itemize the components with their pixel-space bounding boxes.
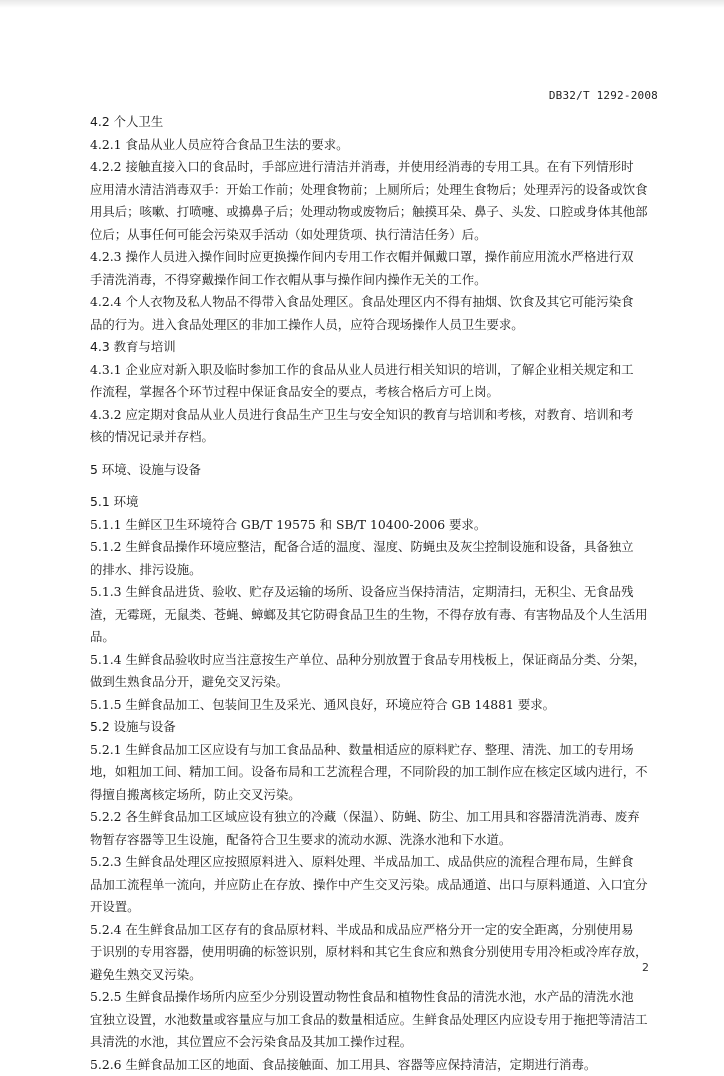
clause-line: 手清洗消毒，不得穿戴操作间工作衣帽从事与操作间内操作无关的工作。 xyxy=(90,269,660,292)
clause-line: 5.2.5 生鲜食品操作场所内应至少分别设置动物性食品和植物性食品的清洗水池，水产品的清洗水池 xyxy=(90,986,660,1009)
clause-line: 4.3.2 应定期对食品从业人员进行食品生产卫生与安全知识的教育与培训和考核，对教育、培训和考 xyxy=(90,404,660,427)
clause-line: 的排水、排污设施。 xyxy=(90,559,660,582)
clause-line: 4.2.3 操作人员进入操作间时应更换操作间内专用工作衣帽并佩戴口罩，操作前应用流水严格进行双 xyxy=(90,246,660,269)
clause-line: 5.1.5 生鲜食品加工、包装间卫生及采光、通风良好，环境应符合 GB 14881 要求。 xyxy=(90,694,660,717)
clause-line: 5.2.4 在生鲜食品加工区存有的食品原材料、半成品和成品应严格分开一定的安全距离，分别使用易 xyxy=(90,919,660,942)
clause-line: 物暂存容器等卫生设施，配备符合卫生要求的流动水源、洗涤水池和下水道。 xyxy=(90,829,660,852)
clause-line: 得擅自搬离核定场所，防止交叉污染。 xyxy=(90,784,660,807)
clause-line: 作流程，掌握各个环节过程中保证食品安全的要点，考核合格后方可上岗。 xyxy=(90,381,660,404)
clause-line: 5.2.6 生鲜食品加工区的地面、食品接触面、加工用具、容器等应保持清洁，定期进行消毒。 xyxy=(90,1054,660,1076)
clause-line: 品的行为。进入食品处理区的非加工操作人员，应符合现场操作人员卫生要求。 xyxy=(90,314,660,337)
chapter-heading: 5 环境、设施与设备 xyxy=(90,459,660,482)
clause-line: 做到生熟食品分开，避免交叉污染。 xyxy=(90,671,660,694)
clause-line: 避免生熟交叉污染。 xyxy=(90,964,660,987)
clause-line: 开设置。 xyxy=(90,896,660,919)
clause-line: 用具后；咳嗽、打喷嚏、或擤鼻子后；处理动物或废物后；触摸耳朵、鼻子、头发、口腔或身体其他部 xyxy=(90,201,660,224)
page-number: 2 xyxy=(642,961,649,974)
scan-edge-shadow xyxy=(0,0,724,8)
document-code-header: DB32/T 1292-2008 xyxy=(549,89,658,102)
clause-line: 品加工流程单一流向，并应防止在存放、操作中产生交叉污染。成品通道、出口与原料通道、入口宜分 xyxy=(90,874,660,897)
clause-line: 5.2.3 生鲜食品处理区应按照原料进入、原料处理、半成品加工、成品供应的流程合理布局，生鲜食 xyxy=(90,851,660,874)
clause-line: 具清洗的水池，其位置应不会污染食品及其加工操作过程。 xyxy=(90,1031,660,1054)
section-gap xyxy=(90,481,660,491)
clause-line: 位后；从事任何可能会污染双手活动（如处理货项、执行清洁任务）后。 xyxy=(90,224,660,247)
clause-line: 品。 xyxy=(90,626,660,649)
clause-line: 核的情况记录并存档。 xyxy=(90,426,660,449)
clause-line: 于识别的专用容器，使用明确的标签识别，原材料和其它生食应和熟食分别使用专用冷柜或冷库存放， xyxy=(90,941,660,964)
document-body xyxy=(90,111,660,1076)
clause-line: 应用清水清洁消毒双手：开始工作前；处理食物前；上厕所后；处理生食物后；处理弄污的设备或饮食 xyxy=(90,179,660,202)
clause-line: 4.2.1 食品从业人员应符合食品卫生法的要求。 xyxy=(90,134,660,157)
section-heading: 4.3 教育与培训 xyxy=(90,336,660,359)
clause-line: 4.3.1 企业应对新入职及临时参加工作的食品从业人员进行相关知识的培训，了解企业相关规定和工 xyxy=(90,359,660,382)
clause-line: 4.2.2 接触直接入口的食品时，手部应进行清洁并消毒，并使用经消毒的专用工具。在有下列情形时 xyxy=(90,156,660,179)
clause-line: 地，如粗加工间、精加工间。设备布局和工艺流程合理，不同阶段的加工制作应在核定区域内进行，不 xyxy=(90,761,660,784)
section-heading: 5.1 环境 xyxy=(90,491,660,514)
clause-line: 渣，无霉斑，无鼠类、苍蝇、蟑螂及其它防碍食品卫生的生物，不得存放有毒、有害物品及个人生活用 xyxy=(90,604,660,627)
clause-line: 5.2.1 生鲜食品加工区应设有与加工食品品种、数量相适应的原料贮存、整理、清洗、加工的专用场 xyxy=(90,739,660,762)
clause-line: 5.1.2 生鲜食品操作环境应整洁，配备合适的温度、湿度、防蝇虫及灰尘控制设施和设备，具备独立 xyxy=(90,536,660,559)
clause-line: 5.2.2 各生鲜食品加工区域应设有独立的冷藏（保温）、防蝇、防尘、加工用具和容器清洗消毒、废弃 xyxy=(90,806,660,829)
section-heading: 5.2 设施与设备 xyxy=(90,716,660,739)
section-gap xyxy=(90,449,660,459)
section-heading: 4.2 个人卫生 xyxy=(90,111,660,134)
clause-line: 4.2.4 个人衣物及私人物品不得带入食品处理区。食品处理区内不得有抽烟、饮食及其它可能污染食 xyxy=(90,291,660,314)
clause-line: 5.1.1 生鲜区卫生环境符合 GB/T 19575 和 SB/T 10400-2006 要求。 xyxy=(90,514,660,537)
clause-line: 5.1.4 生鲜食品验收时应当注意按生产单位、品种分别放置于食品专用栈板上，保证商品分类、分架， xyxy=(90,649,660,672)
clause-line: 宜独立设置，水池数量或容量应与加工食品的数量相适应。生鲜食品处理区内应设专用于拖把等清洁工 xyxy=(90,1009,660,1032)
clause-line: 5.1.3 生鲜食品进货、验收、贮存及运输的场所、设备应当保持清洁，定期清扫，无积尘、无食品残 xyxy=(90,581,660,604)
